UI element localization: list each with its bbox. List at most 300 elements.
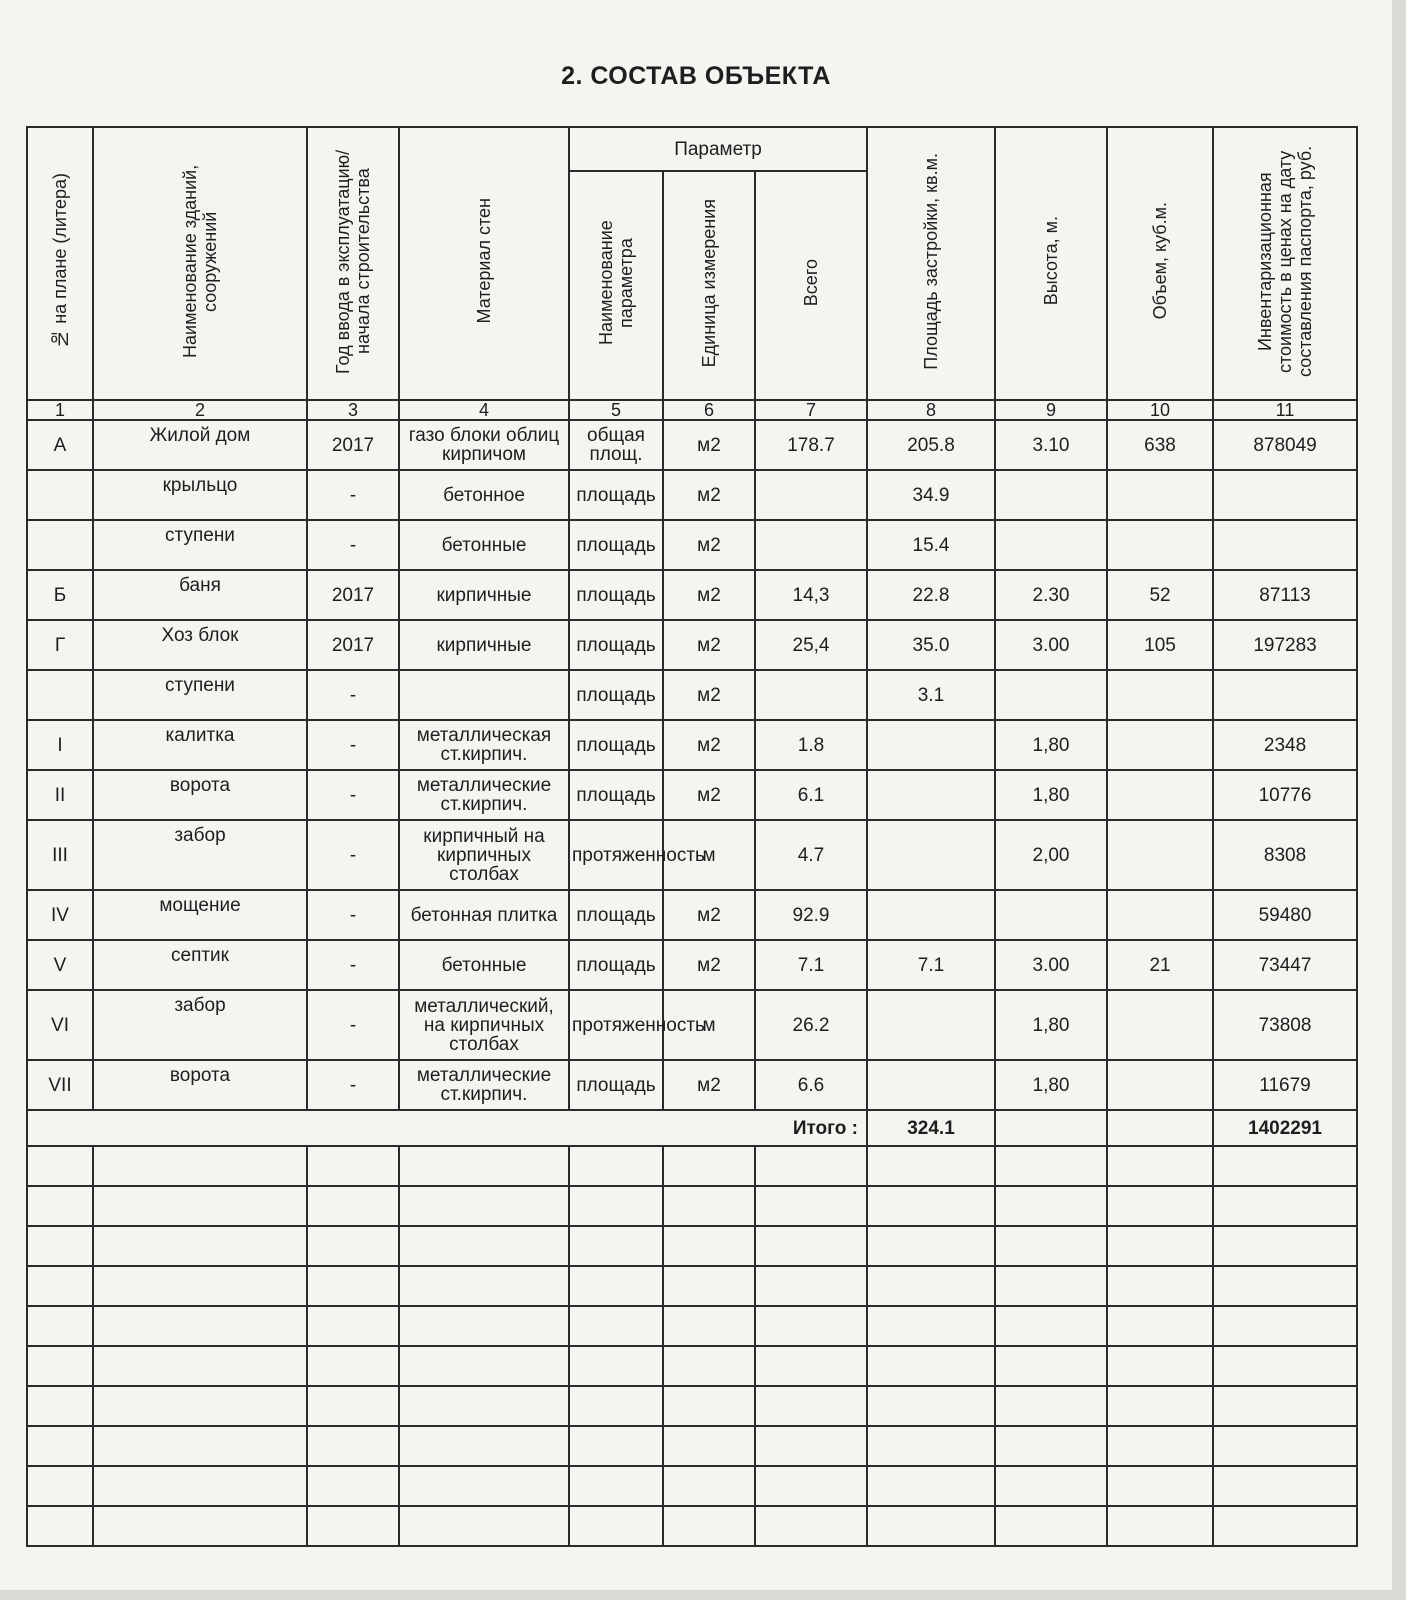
empty-cell — [867, 1186, 995, 1226]
col-number: 5 — [569, 400, 663, 420]
cell-inventory-cost: 87113 — [1213, 570, 1357, 620]
table-row — [27, 620, 1357, 670]
cell-height: 3.00 — [995, 940, 1107, 990]
empty-cell — [867, 1266, 995, 1306]
cell-total — [755, 670, 867, 720]
cell-total: 178.7 — [755, 420, 867, 470]
cell-parameter-name: площадь — [569, 940, 663, 990]
cell-year: - — [307, 520, 399, 570]
cell-parameter-name: площадь — [569, 770, 663, 820]
cell-inventory-cost — [1213, 470, 1357, 520]
empty-cell — [399, 1386, 569, 1426]
empty-row — [27, 1266, 1357, 1306]
empty-cell — [307, 1266, 399, 1306]
cell-parameter-name: общая площ. — [569, 420, 663, 470]
column-numbers-row — [27, 400, 1357, 420]
empty-cell — [27, 1346, 93, 1386]
cell-plan-number: V — [27, 940, 93, 990]
cell-inventory-cost: 197283 — [1213, 620, 1357, 670]
empty-cell — [27, 1306, 93, 1346]
totals-row — [27, 1110, 1357, 1146]
cell-inventory-cost — [1213, 670, 1357, 720]
empty-cell — [1107, 1306, 1213, 1346]
cell-height: 3.00 — [995, 620, 1107, 670]
empty-cell — [867, 1506, 995, 1546]
cell-built-area — [867, 720, 995, 770]
cell-unit: м2 — [663, 520, 755, 570]
cell-building-name: забор — [93, 820, 307, 890]
table-row — [27, 890, 1357, 940]
empty-cell — [1213, 1386, 1357, 1426]
empty-cell — [755, 1346, 867, 1386]
empty-cell — [663, 1506, 755, 1546]
empty-cell — [1107, 1346, 1213, 1386]
header-built-area: Площадь застройки, кв.м. — [867, 127, 995, 400]
empty-cell — [1107, 1426, 1213, 1466]
cell-wall-material: бетонное — [399, 470, 569, 520]
cell-volume — [1107, 990, 1213, 1060]
cell-parameter-name: площадь — [569, 620, 663, 670]
empty-cell — [93, 1386, 307, 1426]
table-row — [27, 520, 1357, 570]
empty-cell — [399, 1306, 569, 1346]
totals-empty — [1107, 1110, 1213, 1146]
cell-height: 1,80 — [995, 720, 1107, 770]
empty-cell — [27, 1226, 93, 1266]
empty-row — [27, 1466, 1357, 1506]
empty-cell — [1107, 1146, 1213, 1186]
empty-cell — [755, 1506, 867, 1546]
cell-plan-number — [27, 670, 93, 720]
header-parameter: Параметр — [569, 127, 867, 171]
empty-cell — [1213, 1266, 1357, 1306]
cell-year: - — [307, 990, 399, 1060]
cell-built-area — [867, 1060, 995, 1110]
empty-cell — [995, 1186, 1107, 1226]
empty-cell — [399, 1186, 569, 1226]
cell-plan-number: I — [27, 720, 93, 770]
table-row — [27, 770, 1357, 820]
empty-cell — [307, 1306, 399, 1346]
cell-parameter-name: площадь — [569, 520, 663, 570]
col-number: 10 — [1107, 400, 1213, 420]
cell-height — [995, 670, 1107, 720]
empty-row — [27, 1306, 1357, 1346]
cell-year: - — [307, 890, 399, 940]
cell-year: 2017 — [307, 620, 399, 670]
cell-volume: 105 — [1107, 620, 1213, 670]
table-row — [27, 470, 1357, 520]
empty-cell — [399, 1266, 569, 1306]
empty-cell — [93, 1426, 307, 1466]
cell-plan-number: III — [27, 820, 93, 890]
header-plan-number: № на плане (литера) — [27, 127, 93, 400]
cell-height: 1,80 — [995, 990, 1107, 1060]
empty-cell — [27, 1426, 93, 1466]
cell-built-area — [867, 890, 995, 940]
empty-row — [27, 1186, 1357, 1226]
cell-wall-material: кирпичные — [399, 570, 569, 620]
table-row — [27, 420, 1357, 470]
cell-inventory-cost: 11679 — [1213, 1060, 1357, 1110]
empty-row — [27, 1146, 1357, 1186]
totals-built-area: 324.1 — [867, 1110, 995, 1146]
empty-cell — [399, 1146, 569, 1186]
cell-year: - — [307, 720, 399, 770]
cell-wall-material: кирпичный на кирпичных столбах — [399, 820, 569, 890]
cell-built-area — [867, 820, 995, 890]
empty-cell — [399, 1506, 569, 1546]
empty-cell — [1107, 1386, 1213, 1426]
header-inventory-cost: Инвентаризационная стоимость в ценах на дату составления паспорта, руб. — [1213, 127, 1357, 400]
cell-parameter-name: протяженность — [569, 820, 663, 890]
header-year: Год ввода в эксплуатацию/начала строительства — [307, 127, 399, 400]
empty-cell — [1213, 1346, 1357, 1386]
cell-volume: 21 — [1107, 940, 1213, 990]
cell-inventory-cost: 59480 — [1213, 890, 1357, 940]
cell-height: 1,80 — [995, 1060, 1107, 1110]
cell-built-area — [867, 770, 995, 820]
empty-cell — [307, 1186, 399, 1226]
cell-year: - — [307, 1060, 399, 1110]
empty-row — [27, 1346, 1357, 1386]
empty-cell — [307, 1146, 399, 1186]
empty-cell — [307, 1386, 399, 1426]
cell-height — [995, 520, 1107, 570]
cell-year: - — [307, 940, 399, 990]
cell-inventory-cost: 73447 — [1213, 940, 1357, 990]
header-parameter-name: Наименование параметра — [569, 171, 663, 400]
cell-total: 7.1 — [755, 940, 867, 990]
empty-cell — [569, 1466, 663, 1506]
empty-cell — [569, 1386, 663, 1426]
header-height: Высота, м. — [995, 127, 1107, 400]
empty-cell — [663, 1266, 755, 1306]
cell-building-name: забор — [93, 990, 307, 1060]
cell-height: 1,80 — [995, 770, 1107, 820]
empty-cell — [399, 1426, 569, 1466]
empty-cell — [995, 1506, 1107, 1546]
document-title: 2. СОСТАВ ОБЪЕКТА — [561, 62, 831, 90]
cell-inventory-cost: 8308 — [1213, 820, 1357, 890]
empty-cell — [995, 1466, 1107, 1506]
cell-parameter-name: площадь — [569, 1060, 663, 1110]
empty-cell — [399, 1466, 569, 1506]
col-number: 11 — [1213, 400, 1357, 420]
cell-built-area: 34.9 — [867, 470, 995, 520]
cell-volume: 52 — [1107, 570, 1213, 620]
cell-total — [755, 520, 867, 570]
empty-cell — [663, 1146, 755, 1186]
col-number: 9 — [995, 400, 1107, 420]
empty-cell — [995, 1306, 1107, 1346]
empty-cell — [755, 1186, 867, 1226]
cell-volume: 638 — [1107, 420, 1213, 470]
cell-volume — [1107, 670, 1213, 720]
empty-cell — [995, 1226, 1107, 1266]
empty-cell — [995, 1346, 1107, 1386]
cell-built-area: 205.8 — [867, 420, 995, 470]
cell-unit: м2 — [663, 720, 755, 770]
cell-unit: м2 — [663, 940, 755, 990]
cell-building-name: септик — [93, 940, 307, 990]
empty-cell — [663, 1306, 755, 1346]
empty-cell — [307, 1226, 399, 1266]
cell-plan-number: Г — [27, 620, 93, 670]
cell-total — [755, 470, 867, 520]
empty-cell — [755, 1146, 867, 1186]
cell-wall-material: кирпичные — [399, 620, 569, 670]
empty-cell — [569, 1506, 663, 1546]
cell-wall-material: газо блоки облиц кирпичом — [399, 420, 569, 470]
cell-plan-number — [27, 470, 93, 520]
cell-year: - — [307, 770, 399, 820]
cell-wall-material — [399, 670, 569, 720]
empty-cell — [663, 1466, 755, 1506]
empty-cell — [93, 1346, 307, 1386]
empty-cell — [755, 1386, 867, 1426]
empty-cell — [1213, 1306, 1357, 1346]
empty-cell — [1213, 1226, 1357, 1266]
empty-cell — [867, 1346, 995, 1386]
empty-cell — [1213, 1506, 1357, 1546]
cell-parameter-name: площадь — [569, 720, 663, 770]
cell-building-name: ступени — [93, 520, 307, 570]
empty-cell — [1213, 1146, 1357, 1186]
cell-building-name: баня — [93, 570, 307, 620]
cell-unit: м2 — [663, 770, 755, 820]
empty-cell — [867, 1226, 995, 1266]
cell-unit: м — [663, 990, 755, 1060]
table-row — [27, 820, 1357, 890]
empty-cell — [27, 1266, 93, 1306]
cell-wall-material: металлические ст.кирпич. — [399, 770, 569, 820]
cell-plan-number: VI — [27, 990, 93, 1060]
cell-building-name: крыльцо — [93, 470, 307, 520]
empty-cell — [27, 1386, 93, 1426]
cell-inventory-cost — [1213, 520, 1357, 570]
cell-unit: м2 — [663, 890, 755, 940]
cell-building-name: мощение — [93, 890, 307, 940]
empty-cell — [1107, 1266, 1213, 1306]
cell-parameter-name: площадь — [569, 570, 663, 620]
empty-cell — [1213, 1466, 1357, 1506]
empty-cell — [569, 1146, 663, 1186]
empty-cell — [1213, 1186, 1357, 1226]
empty-cell — [755, 1306, 867, 1346]
table-row — [27, 940, 1357, 990]
cell-built-area: 35.0 — [867, 620, 995, 670]
cell-built-area — [867, 990, 995, 1060]
cell-unit: м2 — [663, 470, 755, 520]
cell-inventory-cost: 2348 — [1213, 720, 1357, 770]
empty-cell — [663, 1186, 755, 1226]
empty-cell — [995, 1386, 1107, 1426]
cell-built-area: 7.1 — [867, 940, 995, 990]
cell-height — [995, 890, 1107, 940]
table-row — [27, 570, 1357, 620]
cell-parameter-name: протяженность — [569, 990, 663, 1060]
cell-unit: м2 — [663, 620, 755, 670]
totals-inventory-cost: 1402291 — [1213, 1110, 1357, 1146]
cell-height: 2.30 — [995, 570, 1107, 620]
object-composition-table — [26, 126, 1358, 1547]
cell-wall-material: бетонные — [399, 520, 569, 570]
empty-cell — [399, 1346, 569, 1386]
header-wall-material: Материал стен — [399, 127, 569, 400]
empty-cell — [663, 1386, 755, 1426]
cell-unit: м2 — [663, 420, 755, 470]
cell-total: 92.9 — [755, 890, 867, 940]
cell-height: 3.10 — [995, 420, 1107, 470]
totals-label: Итого : — [27, 1110, 867, 1146]
cell-plan-number: VII — [27, 1060, 93, 1110]
col-number: 4 — [399, 400, 569, 420]
cell-inventory-cost: 10776 — [1213, 770, 1357, 820]
cell-unit: м2 — [663, 570, 755, 620]
empty-cell — [867, 1466, 995, 1506]
cell-volume — [1107, 470, 1213, 520]
cell-height: 2,00 — [995, 820, 1107, 890]
empty-cell — [307, 1346, 399, 1386]
cell-building-name: ворота — [93, 770, 307, 820]
header-unit: Единица измерения — [663, 171, 755, 400]
empty-cell — [995, 1266, 1107, 1306]
empty-cell — [1107, 1186, 1213, 1226]
cell-total: 4.7 — [755, 820, 867, 890]
header-building-name: Наименование зданий, сооружений — [93, 127, 307, 400]
empty-row — [27, 1386, 1357, 1426]
empty-cell — [569, 1426, 663, 1466]
cell-inventory-cost: 878049 — [1213, 420, 1357, 470]
empty-cell — [93, 1306, 307, 1346]
empty-cell — [307, 1426, 399, 1466]
cell-parameter-name: площадь — [569, 470, 663, 520]
empty-cell — [27, 1186, 93, 1226]
empty-cell — [995, 1426, 1107, 1466]
cell-wall-material: бетонные — [399, 940, 569, 990]
empty-cell — [569, 1306, 663, 1346]
cell-volume — [1107, 770, 1213, 820]
empty-cell — [93, 1186, 307, 1226]
cell-total: 14,3 — [755, 570, 867, 620]
cell-total: 6.1 — [755, 770, 867, 820]
table-row — [27, 1060, 1357, 1110]
empty-cell — [307, 1506, 399, 1546]
cell-total: 26.2 — [755, 990, 867, 1060]
empty-row — [27, 1226, 1357, 1266]
cell-year: - — [307, 820, 399, 890]
empty-cell — [755, 1426, 867, 1466]
cell-wall-material: металлические ст.кирпич. — [399, 1060, 569, 1110]
cell-built-area: 15.4 — [867, 520, 995, 570]
empty-cell — [663, 1346, 755, 1386]
empty-cell — [663, 1226, 755, 1266]
cell-plan-number: II — [27, 770, 93, 820]
empty-cell — [93, 1506, 307, 1546]
cell-building-name: ворота — [93, 1060, 307, 1110]
cell-total: 25,4 — [755, 620, 867, 670]
empty-row — [27, 1426, 1357, 1466]
empty-cell — [93, 1146, 307, 1186]
empty-cell — [93, 1466, 307, 1506]
cell-volume — [1107, 1060, 1213, 1110]
col-number: 3 — [307, 400, 399, 420]
cell-total: 6.6 — [755, 1060, 867, 1110]
cell-year: - — [307, 670, 399, 720]
cell-unit: м — [663, 820, 755, 890]
empty-row — [27, 1506, 1357, 1546]
empty-cell — [569, 1186, 663, 1226]
empty-cell — [569, 1346, 663, 1386]
cell-plan-number: А — [27, 420, 93, 470]
empty-cell — [1107, 1226, 1213, 1266]
empty-cell — [27, 1146, 93, 1186]
cell-volume — [1107, 720, 1213, 770]
cell-volume — [1107, 890, 1213, 940]
cell-volume — [1107, 520, 1213, 570]
cell-parameter-name: площадь — [569, 890, 663, 940]
empty-cell — [867, 1306, 995, 1346]
table-row — [27, 720, 1357, 770]
cell-building-name: ступени — [93, 670, 307, 720]
empty-cell — [867, 1146, 995, 1186]
col-number: 6 — [663, 400, 755, 420]
cell-year: 2017 — [307, 420, 399, 470]
empty-cell — [93, 1226, 307, 1266]
cell-height — [995, 470, 1107, 520]
cell-volume — [1107, 820, 1213, 890]
cell-inventory-cost: 73808 — [1213, 990, 1357, 1060]
table-row — [27, 990, 1357, 1060]
cell-year: 2017 — [307, 570, 399, 620]
empty-cell — [755, 1266, 867, 1306]
empty-cell — [1107, 1506, 1213, 1546]
empty-cell — [995, 1146, 1107, 1186]
empty-cell — [663, 1426, 755, 1466]
empty-cell — [93, 1266, 307, 1306]
cell-building-name: Жилой дом — [93, 420, 307, 470]
cell-plan-number: IV — [27, 890, 93, 940]
cell-parameter-name: площадь — [569, 670, 663, 720]
empty-cell — [569, 1226, 663, 1266]
header-total: Всего — [755, 171, 867, 400]
cell-plan-number: Б — [27, 570, 93, 620]
cell-year: - — [307, 470, 399, 520]
col-number: 8 — [867, 400, 995, 420]
cell-wall-material: металлическая ст.кирпич. — [399, 720, 569, 770]
col-number: 7 — [755, 400, 867, 420]
empty-cell — [27, 1466, 93, 1506]
empty-cell — [307, 1466, 399, 1506]
empty-cell — [399, 1226, 569, 1266]
cell-building-name: калитка — [93, 720, 307, 770]
cell-wall-material: бетонная плитка — [399, 890, 569, 940]
cell-built-area: 3.1 — [867, 670, 995, 720]
cell-plan-number — [27, 520, 93, 570]
empty-cell — [755, 1466, 867, 1506]
empty-cell — [867, 1426, 995, 1466]
empty-cell — [867, 1386, 995, 1426]
cell-wall-material: металлический, на кирпичных столбах — [399, 990, 569, 1060]
empty-cell — [755, 1226, 867, 1266]
empty-cell — [569, 1266, 663, 1306]
empty-cell — [27, 1506, 93, 1546]
cell-unit: м2 — [663, 1060, 755, 1110]
cell-total: 1.8 — [755, 720, 867, 770]
cell-building-name: Хоз блок — [93, 620, 307, 670]
col-number: 2 — [93, 400, 307, 420]
